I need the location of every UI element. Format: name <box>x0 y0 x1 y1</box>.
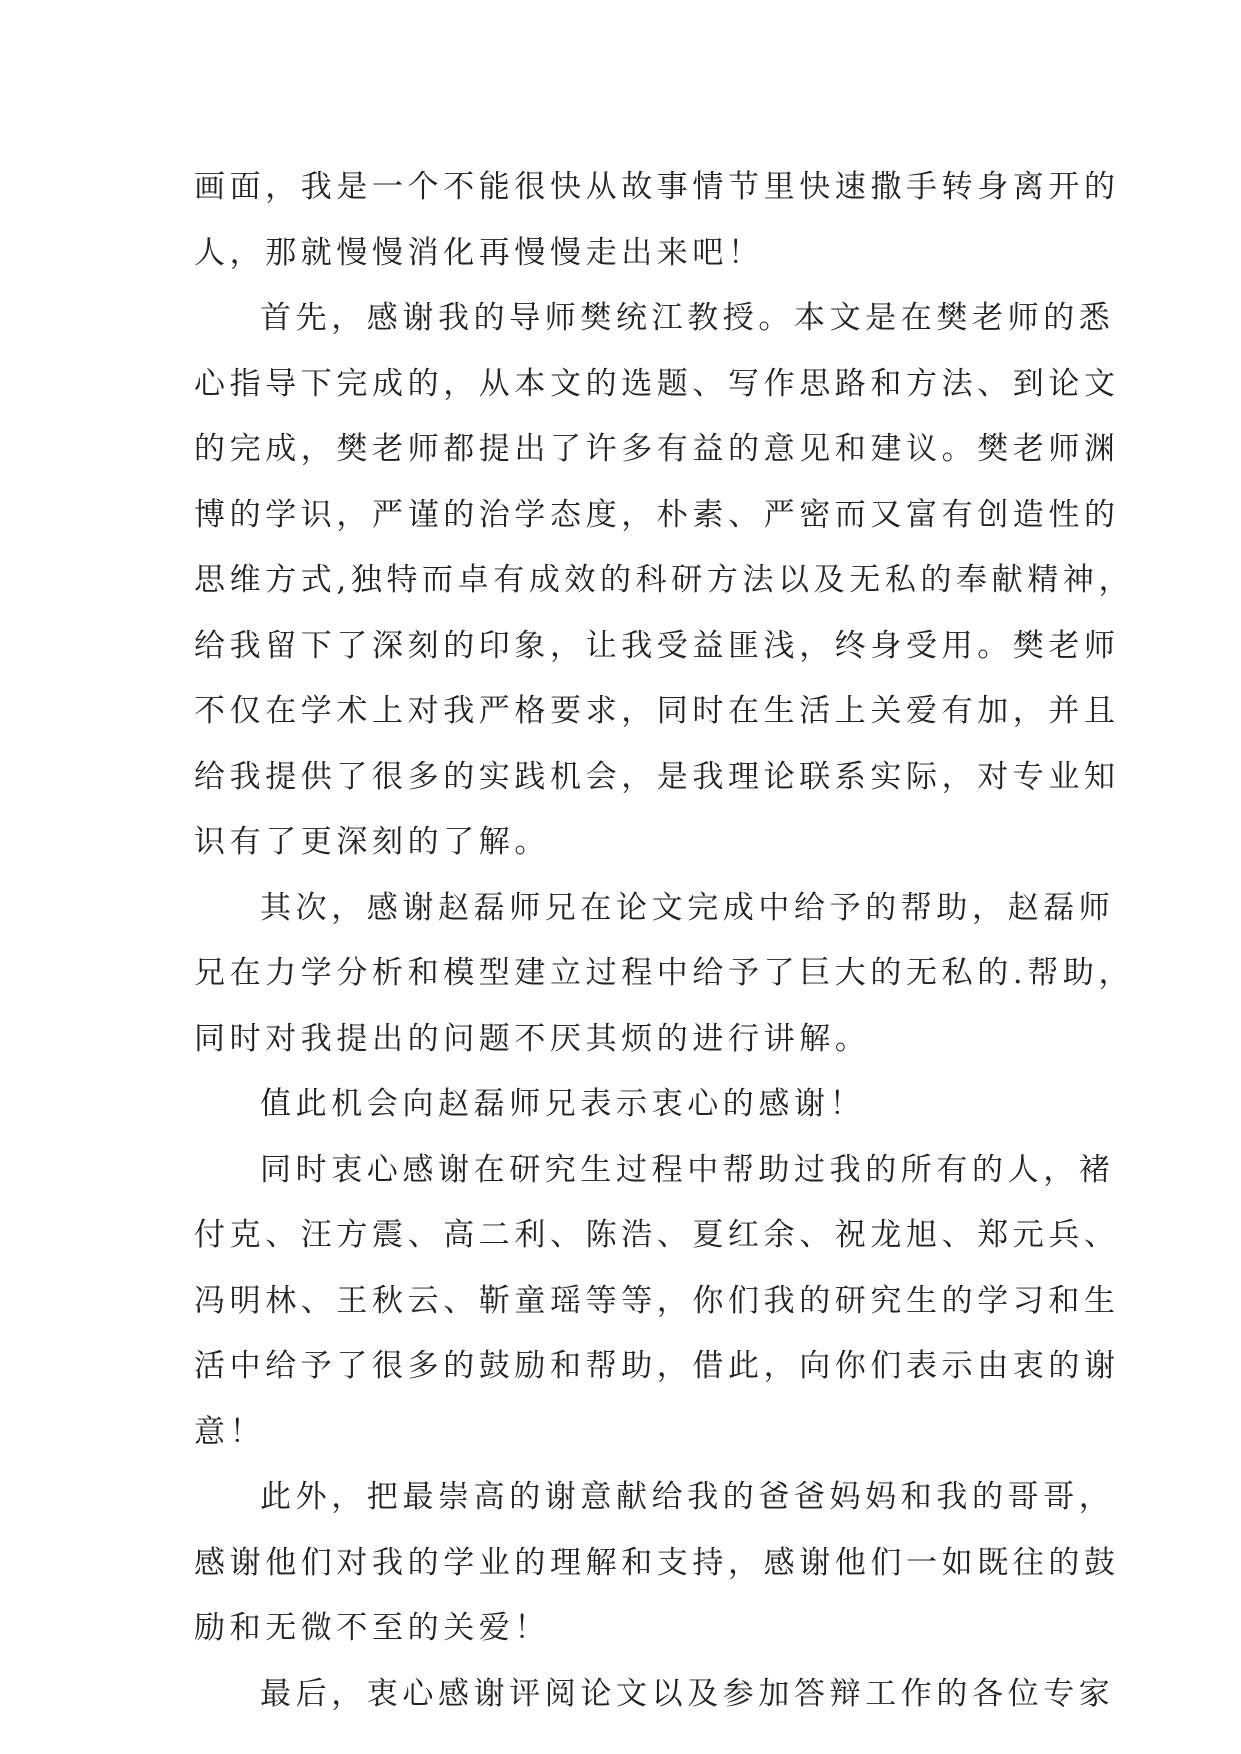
text-line: 意！ <box>194 1413 266 1450</box>
text-line: 给我留下了深刻的印象，让我受益匪浅，终身受用。樊老师 <box>194 627 1120 664</box>
text-line: 首先，感谢我的导师樊统江教授。本文是在樊老师的悉 <box>260 300 1115 336</box>
text-line: 值此机会向赵磊师兄表示衷心的感谢！ <box>260 1086 866 1122</box>
text-line: 的完成，樊老师都提出了许多有益的意见和建议。樊老师渊 <box>194 431 1120 467</box>
text-line: 同时衷心感谢在研究生过程中帮助过我的所有的人，褚 <box>260 1151 1115 1188</box>
text-line: 付克、汪方震、高二利、陈浩、夏红余、祝龙旭、郑元兵、 <box>194 1217 1120 1253</box>
text-line: 画面，我是一个不能很快从故事情节里快速撒手转身离开的 <box>194 169 1120 205</box>
text-line: 人，那就慢慢消化再慢慢走出来吧！ <box>194 234 764 271</box>
text-line: 兄在力学分析和模型建立过程中给予了巨大的无私的.帮助， <box>194 955 1135 991</box>
text-line: 识有了更深刻的了解。 <box>194 824 550 860</box>
text-line: 此外，把最崇高的谢意献给我的爸爸妈妈和我的哥哥， <box>260 1479 1115 1515</box>
text-line: 励和无微不至的关爱！ <box>194 1610 550 1646</box>
text-line: 博的学识，严谨的治学态度，朴素、严密而又富有创造性的 <box>194 496 1120 533</box>
text-line: 思维方式,独特而卓有成效的科研方法以及无私的奉献精神， <box>194 562 1135 598</box>
text-line: 感谢他们对我的学业的理解和支持，感谢他们一如既往的鼓 <box>194 1544 1120 1581</box>
text-line: 同时对我提出的问题不厌其烦的进行讲解。 <box>194 1020 871 1057</box>
text-line: 最后，衷心感谢评阅论文以及参加答辩工作的各位专家 <box>260 1675 1115 1712</box>
text-line: 冯明林、王秋云、靳童瑶等等，你们我的研究生的学习和生 <box>194 1282 1120 1319</box>
text-line: 活中给予了很多的鼓励和帮助，借此，向你们表示由衷的谢 <box>194 1348 1120 1384</box>
text-line: 其次，感谢赵磊师兄在论文完成中给予的帮助，赵磊师 <box>260 889 1115 926</box>
text-line: 不仅在学术上对我严格要求，同时在生活上关爱有加，并且 <box>194 693 1120 729</box>
text-line: 心指导下完成的，从本文的选题、写作思路和方法、到论文 <box>194 365 1120 402</box>
text-line: 给我提供了很多的实践机会，是我理论联系实际，对专业知 <box>194 758 1120 795</box>
acknowledgement-body <box>194 155 1135 1727</box>
